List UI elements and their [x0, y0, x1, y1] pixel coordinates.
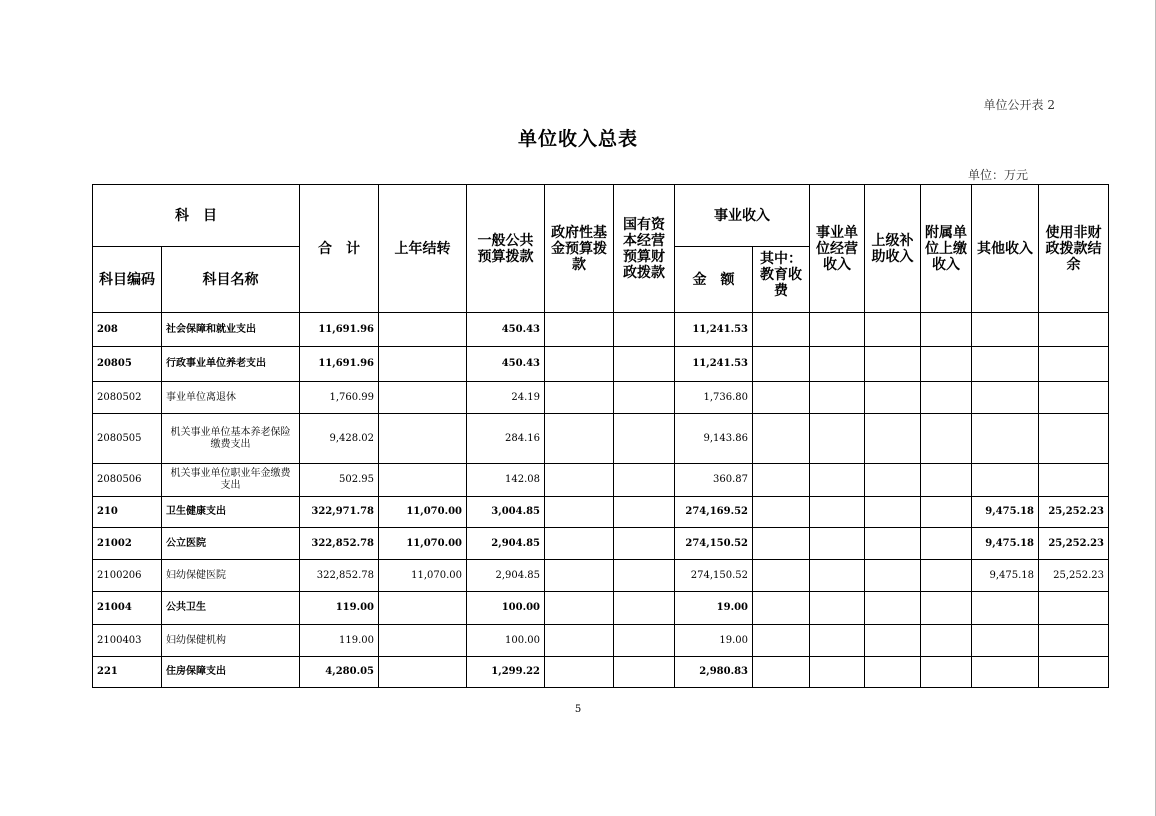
cell-name: 机关事业单位基本养老保险缴费支出 [162, 414, 300, 464]
page-number: 5 [574, 704, 582, 715]
cell-affiliated [921, 382, 972, 414]
header-subject: 科 目 [93, 185, 300, 247]
page-title: 单位收入总表 [517, 128, 638, 150]
cell-total: 322,852.78 [300, 528, 379, 560]
cell-other [972, 464, 1039, 497]
cell-state-capital [614, 592, 675, 625]
cell-total: 11,691.96 [300, 313, 379, 347]
cell-operating [810, 313, 865, 347]
table-row [93, 528, 1109, 560]
cell-code: 221 [93, 657, 162, 688]
cell-code: 2080502 [93, 382, 162, 414]
cell-affiliated [921, 657, 972, 688]
cell-code: 2100206 [93, 560, 162, 592]
cell-gov-fund [545, 464, 614, 497]
table-row [93, 592, 1109, 625]
cell-amount: 19.00 [675, 625, 753, 657]
table-row [93, 560, 1109, 592]
cell-operating [810, 382, 865, 414]
cell-general-budget: 2,904.85 [467, 528, 545, 560]
cell-affiliated [921, 560, 972, 592]
cell-operating [810, 657, 865, 688]
cell-total: 11,691.96 [300, 347, 379, 382]
header-other-income: 其他收入 [972, 185, 1039, 313]
cell-edu [753, 657, 810, 688]
cell-edu [753, 528, 810, 560]
cell-operating [810, 560, 865, 592]
cell-carryover [379, 313, 467, 347]
table-row [93, 313, 1109, 347]
cell-non-fiscal [1039, 313, 1109, 347]
cell-subsidy [865, 382, 921, 414]
cell-total: 119.00 [300, 592, 379, 625]
table-row [93, 464, 1109, 497]
cell-general-budget: 24.19 [467, 382, 545, 414]
cell-other [972, 657, 1039, 688]
cell-carryover [379, 657, 467, 688]
cell-name: 卫生健康支出 [162, 497, 300, 528]
cell-affiliated [921, 347, 972, 382]
cell-name: 行政事业单位养老支出 [162, 347, 300, 382]
cell-affiliated [921, 313, 972, 347]
header-subject-code: 科目编码 [93, 247, 162, 313]
cell-edu [753, 313, 810, 347]
cell-code: 210 [93, 497, 162, 528]
cell-subsidy [865, 657, 921, 688]
cell-edu [753, 625, 810, 657]
cell-operating [810, 464, 865, 497]
cell-affiliated [921, 497, 972, 528]
cell-other [972, 592, 1039, 625]
cell-state-capital [614, 347, 675, 382]
cell-affiliated [921, 414, 972, 464]
cell-operating [810, 528, 865, 560]
cell-other: 9,475.18 [972, 560, 1039, 592]
cell-gov-fund [545, 560, 614, 592]
cell-state-capital [614, 560, 675, 592]
cell-amount: 19.00 [675, 592, 753, 625]
cell-non-fiscal [1039, 414, 1109, 464]
cell-subsidy [865, 347, 921, 382]
cell-gov-fund [545, 414, 614, 464]
cell-gov-fund [545, 347, 614, 382]
header-gov-fund: 政府性基金预算拨款 [545, 185, 614, 313]
cell-state-capital [614, 497, 675, 528]
cell-subsidy [865, 592, 921, 625]
cell-other [972, 414, 1039, 464]
cell-subsidy [865, 560, 921, 592]
cell-general-budget: 450.43 [467, 313, 545, 347]
table-row [93, 382, 1109, 414]
table-label: 单位公开表 2 [983, 98, 1055, 112]
cell-total: 119.00 [300, 625, 379, 657]
header-amount: 金 额 [675, 247, 753, 313]
table-body [93, 313, 1109, 688]
table-row [93, 497, 1109, 528]
cell-state-capital [614, 528, 675, 560]
cell-edu [753, 464, 810, 497]
cell-non-fiscal: 25,252.23 [1039, 560, 1109, 592]
cell-general-budget: 450.43 [467, 347, 545, 382]
cell-state-capital [614, 382, 675, 414]
cell-edu [753, 382, 810, 414]
cell-total: 322,852.78 [300, 560, 379, 592]
cell-code: 2080506 [93, 464, 162, 497]
cell-edu [753, 414, 810, 464]
cell-amount: 2,980.83 [675, 657, 753, 688]
cell-other [972, 625, 1039, 657]
cell-code: 21004 [93, 592, 162, 625]
header-subject-name: 科目名称 [162, 247, 300, 313]
table-row [93, 347, 1109, 382]
cell-total: 322,971.78 [300, 497, 379, 528]
header-state-capital: 国有资本经营预算财政拨款 [614, 185, 675, 313]
cell-gov-fund [545, 625, 614, 657]
header-business-income: 事业收入 [675, 185, 810, 247]
cell-non-fiscal [1039, 347, 1109, 382]
header-carryover: 上年结转 [379, 185, 467, 313]
header-total: 合 计 [300, 185, 379, 313]
cell-non-fiscal: 25,252.23 [1039, 528, 1109, 560]
cell-state-capital [614, 625, 675, 657]
cell-operating [810, 625, 865, 657]
cell-carryover: 11,070.00 [379, 560, 467, 592]
cell-non-fiscal [1039, 625, 1109, 657]
header-non-fiscal: 使用非财政拨款结余 [1039, 185, 1109, 313]
cell-operating [810, 592, 865, 625]
cell-gov-fund [545, 313, 614, 347]
table-row [93, 657, 1109, 688]
cell-code: 208 [93, 313, 162, 347]
cell-amount: 11,241.53 [675, 347, 753, 382]
table-row [93, 625, 1109, 657]
cell-gov-fund [545, 657, 614, 688]
cell-name: 妇幼保健医院 [162, 560, 300, 592]
cell-code: 2080505 [93, 414, 162, 464]
cell-name: 事业单位离退休 [162, 382, 300, 414]
cell-operating [810, 347, 865, 382]
cell-other: 9,475.18 [972, 528, 1039, 560]
cell-state-capital [614, 464, 675, 497]
cell-name: 妇幼保健机构 [162, 625, 300, 657]
cell-operating [810, 414, 865, 464]
cell-general-budget: 2,904.85 [467, 560, 545, 592]
cell-amount: 360.87 [675, 464, 753, 497]
cell-name: 公共卫生 [162, 592, 300, 625]
cell-non-fiscal [1039, 657, 1109, 688]
cell-state-capital [614, 657, 675, 688]
cell-code: 20805 [93, 347, 162, 382]
cell-amount: 1,736.80 [675, 382, 753, 414]
cell-other [972, 382, 1039, 414]
cell-general-budget: 1,299.22 [467, 657, 545, 688]
cell-non-fiscal [1039, 382, 1109, 414]
cell-code: 21002 [93, 528, 162, 560]
cell-name: 住房保障支出 [162, 657, 300, 688]
cell-total: 4,280.05 [300, 657, 379, 688]
cell-amount: 11,241.53 [675, 313, 753, 347]
unit-label: 单位：万元 [967, 168, 1028, 182]
header-business-operating: 事业单位经营收入 [810, 185, 865, 313]
cell-other: 9,475.18 [972, 497, 1039, 528]
cell-gov-fund [545, 528, 614, 560]
cell-edu [753, 560, 810, 592]
cell-gov-fund [545, 497, 614, 528]
cell-non-fiscal [1039, 592, 1109, 625]
cell-carryover: 11,070.00 [379, 497, 467, 528]
income-summary-table [92, 184, 1109, 688]
cell-total: 9,428.02 [300, 414, 379, 464]
cell-general-budget: 100.00 [467, 625, 545, 657]
cell-name: 社会保障和就业支出 [162, 313, 300, 347]
cell-carryover [379, 414, 467, 464]
cell-subsidy [865, 528, 921, 560]
header-general-budget: 一般公共预算拨款 [467, 185, 545, 313]
cell-carryover: 11,070.00 [379, 528, 467, 560]
header-affiliated: 附属单位上缴收入 [921, 185, 972, 313]
cell-name: 公立医院 [162, 528, 300, 560]
cell-subsidy [865, 497, 921, 528]
cell-general-budget: 3,004.85 [467, 497, 545, 528]
cell-total: 1,760.99 [300, 382, 379, 414]
cell-total: 502.95 [300, 464, 379, 497]
cell-edu [753, 592, 810, 625]
cell-code: 2100403 [93, 625, 162, 657]
cell-affiliated [921, 464, 972, 497]
cell-carryover [379, 347, 467, 382]
cell-general-budget: 142.08 [467, 464, 545, 497]
cell-affiliated [921, 592, 972, 625]
cell-affiliated [921, 528, 972, 560]
header-of-which-edu: 其中：教育收费 [753, 247, 810, 313]
cell-amount: 274,150.52 [675, 528, 753, 560]
cell-amount: 9,143.86 [675, 414, 753, 464]
cell-other [972, 313, 1039, 347]
cell-operating [810, 497, 865, 528]
cell-non-fiscal: 25,252.23 [1039, 497, 1109, 528]
cell-affiliated [921, 625, 972, 657]
cell-general-budget: 284.16 [467, 414, 545, 464]
cell-carryover [379, 464, 467, 497]
cell-subsidy [865, 414, 921, 464]
cell-general-budget: 100.00 [467, 592, 545, 625]
cell-gov-fund [545, 382, 614, 414]
cell-subsidy [865, 625, 921, 657]
cell-amount: 274,169.52 [675, 497, 753, 528]
cell-carryover [379, 382, 467, 414]
table-row [93, 414, 1109, 464]
cell-name: 机关事业单位职业年金缴费支出 [162, 464, 300, 497]
cell-other [972, 347, 1039, 382]
cell-subsidy [865, 313, 921, 347]
cell-state-capital [614, 414, 675, 464]
table-header [93, 185, 1109, 313]
cell-gov-fund [545, 592, 614, 625]
cell-state-capital [614, 313, 675, 347]
cell-carryover [379, 592, 467, 625]
header-superior-subsidy: 上级补助收入 [865, 185, 921, 313]
cell-amount: 274,150.52 [675, 560, 753, 592]
cell-subsidy [865, 464, 921, 497]
cell-non-fiscal [1039, 464, 1109, 497]
cell-carryover [379, 625, 467, 657]
cell-edu [753, 347, 810, 382]
cell-edu [753, 497, 810, 528]
